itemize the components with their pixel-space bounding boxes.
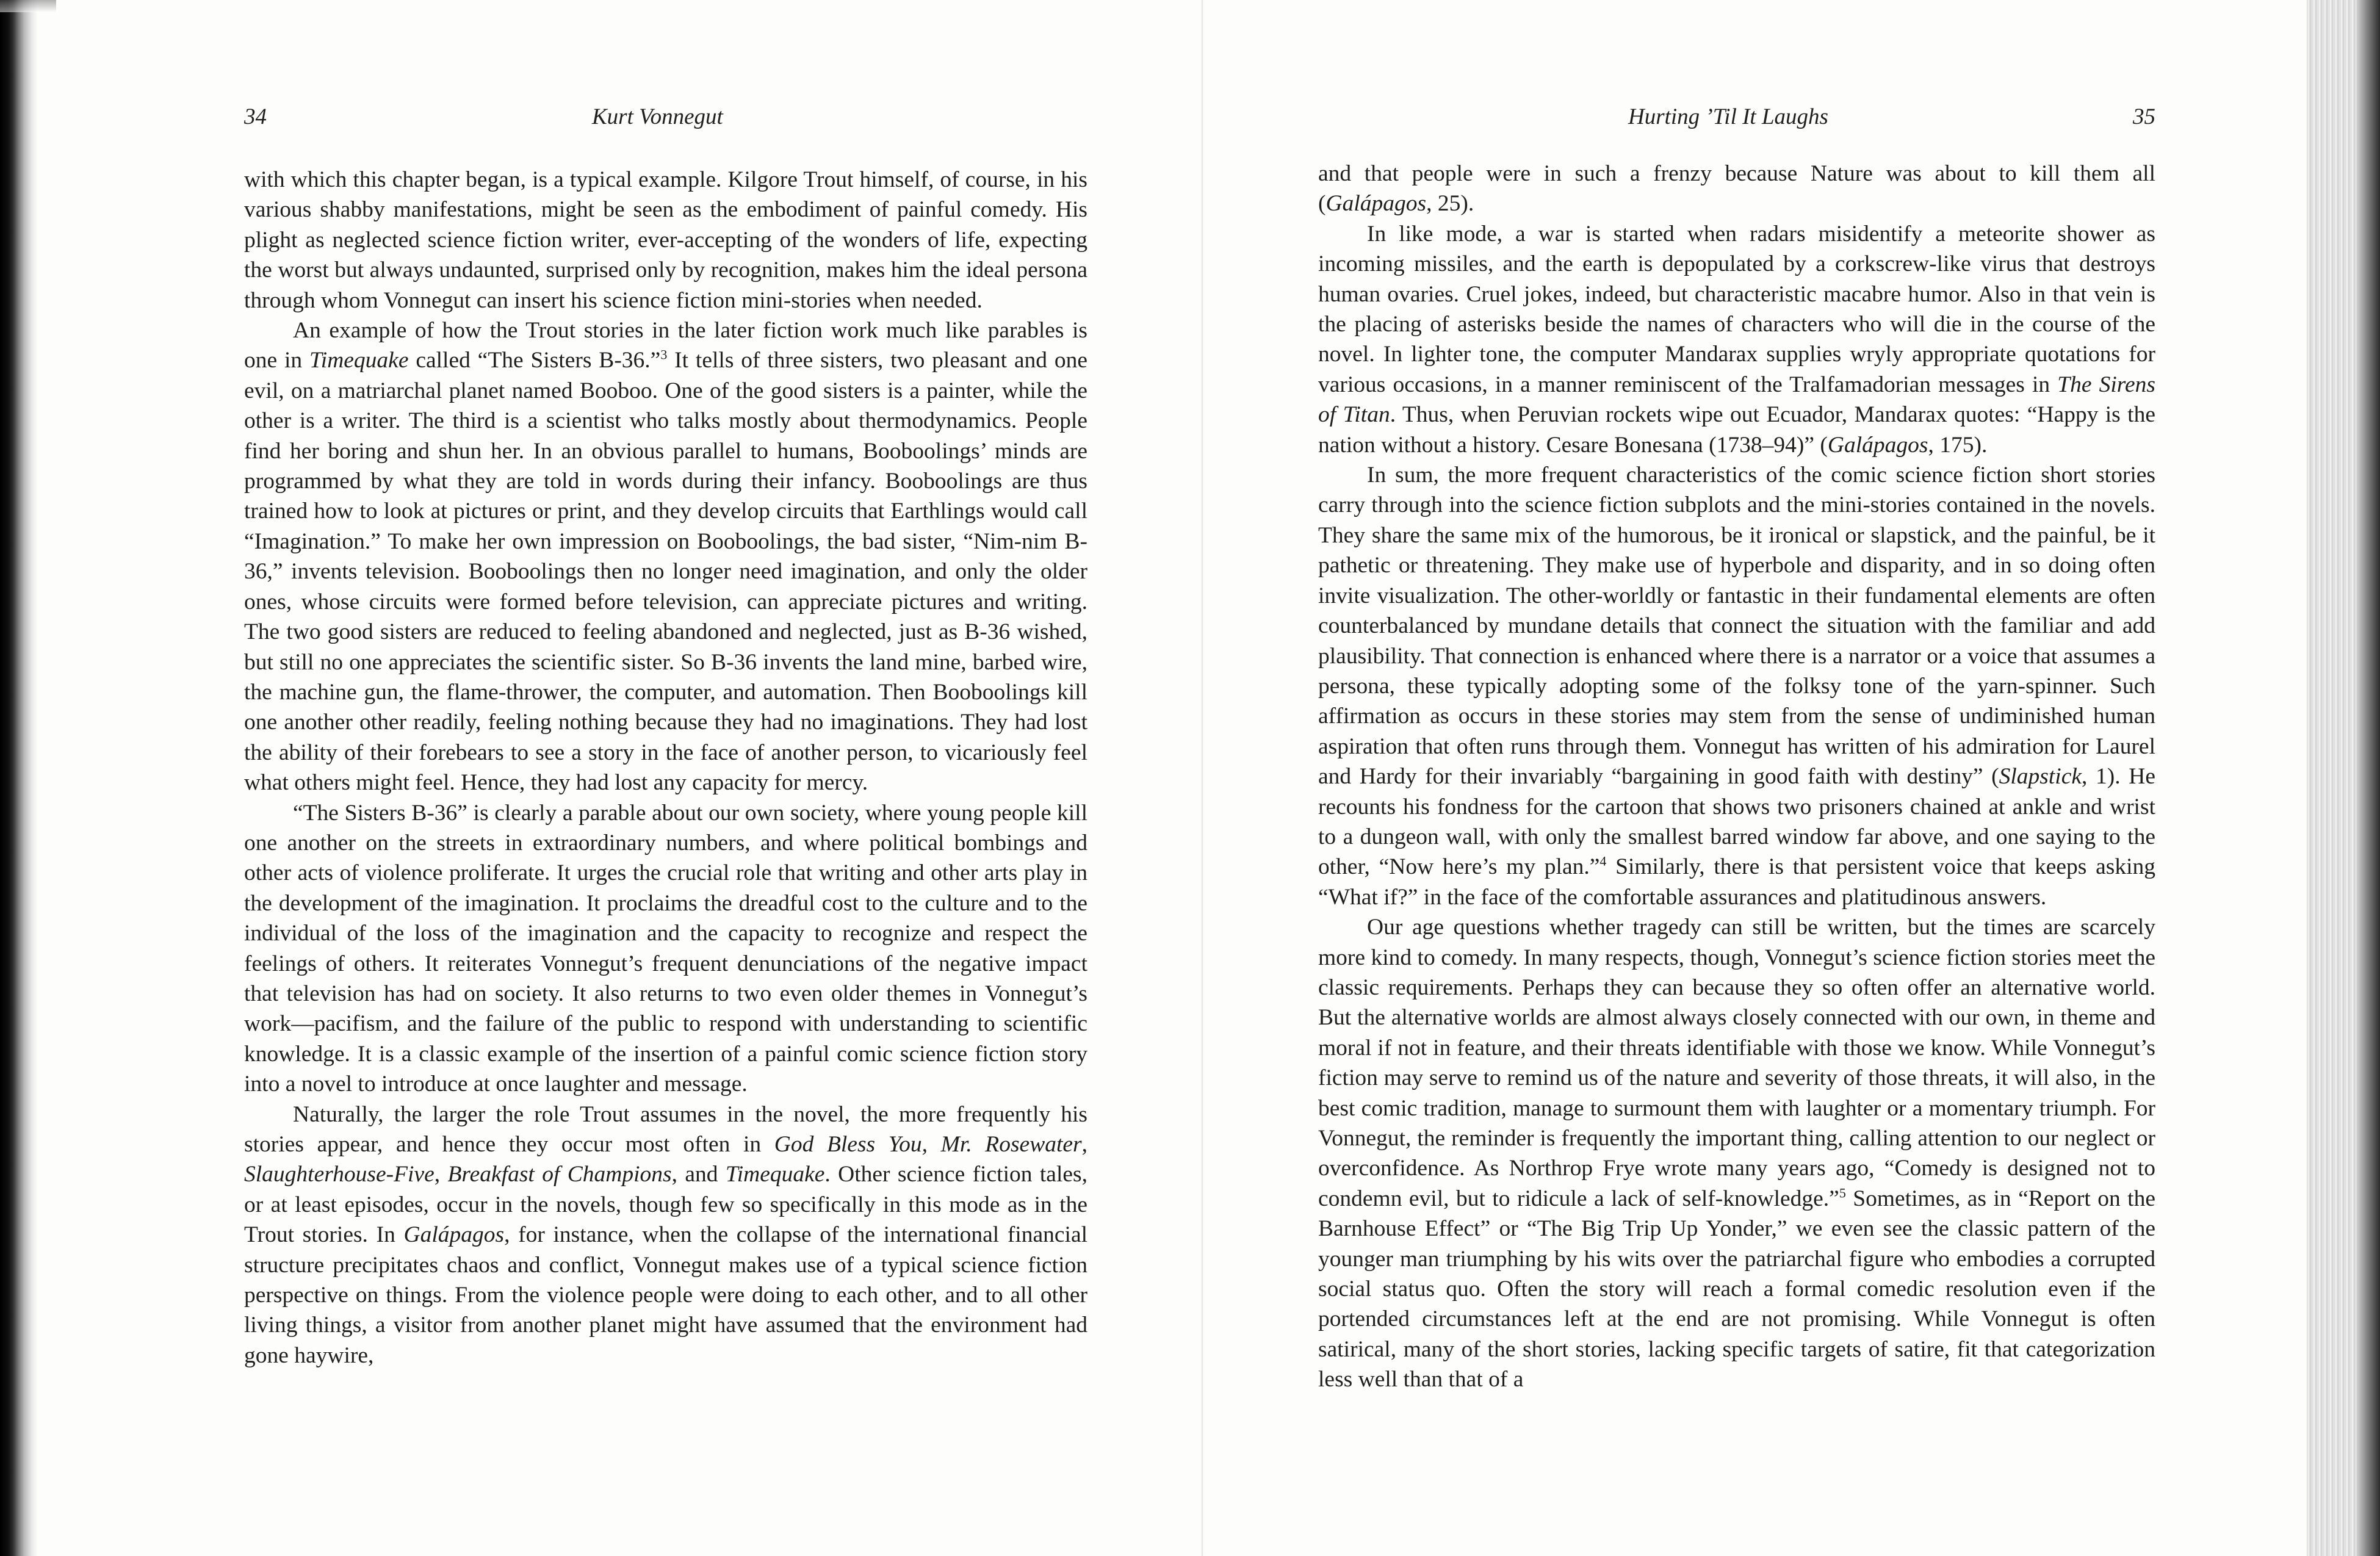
text-run: Similarly, there is that persistent voice that keeps asking “What if?” in the face of the comfortable assurances and platitudinous answers. — [1318, 854, 2155, 910]
paragraph — [1318, 912, 2155, 1395]
text-run: Sometimes, as in “Report on the Barnhouse Effect” or “The Big Trip Up Yonder,” we even see the classic pattern of the younger man triumphing by his wits over the patriarchal figure who embodies a corrupted social status quo. Often the story will reach a formal comedic resolution even if the portended circumstances left at the end are not promising. While Vonnegut is often satirical, many of the short stories, lacking specific targets of satire, fit that categorization less well than that of a — [1318, 1186, 2155, 1392]
text-run: , for instance, when the collapse of the international financial structure precipitates chaos and conflict, Vonnegut makes use of a typical science fiction perspective on things. From the violence people were doing to each other, and to all other living things, a visitor from another planet might have assumed that the environment had gone haywire, — [244, 1222, 1088, 1368]
page-stack-edge-shadow — [2357, 0, 2380, 1556]
italic-title: Galápagos — [1827, 432, 1928, 458]
italic-title: The Sirens of Titan — [1318, 372, 2155, 428]
right-page-body — [1318, 159, 2155, 1395]
right-running-title: Hurting ’Til It Laughs — [1628, 104, 1828, 129]
paragraph — [1318, 460, 2155, 912]
italic-title: God Bless You, Mr. Rosewater — [774, 1132, 1082, 1157]
footnote-marker: 5 — [1839, 1185, 1846, 1201]
text-run: In sum, the more frequent characteristics of the comic science fiction short stories carry through into the science fiction subplots and the mini-stories contained in the novels. They share the same mix of the humorous, be it ironical or slapstick, and the painful, be it pathetic or threatening. They make use of hyperbole and disparity, and in so doing often invite visualization. The other-worldly or fantastic in their fundamental elements are often counterbalanced by mundane details that connect the situation with the familiar and add plausibility. That connection is enhanced where there is a narrator or a voice that assumes a persona, these typically adopting some of the folksy tone of the yarn-spinner. Such affirmation as occurs in these stories may stem from the sense of undiminished human aspiration that often runs through them. Vonnegut has written of his admiration for Laurel and Hardy for their invariably “bargaining in good faith with destiny” ( — [1318, 463, 2155, 790]
italic-title: Galápagos — [1325, 191, 1427, 217]
page-corner-shadow — [0, 0, 56, 12]
italic-title: Slaughterhouse-Five — [244, 1162, 435, 1187]
left-running-head — [244, 104, 1087, 134]
text-run: with which this chapter began, is a typical example. Kilgore Trout himself, of course, in his various shabby manifestations, might be seen as the embodiment of painful comedy. His plight as neglected science fiction writer, ever-accepting of the wonders of life, expecting the worst but always undaunted, surprised only by recognition, makes him the ideal persona through whom Vonnegut can insert his science fiction mini-stories when needed. — [244, 167, 1087, 313]
text-run: Naturally, the larger the role Trout assumes in the novel, the more frequently his stories appear, and hence they occur most often in — [244, 1101, 1087, 1157]
paragraph — [1318, 219, 2155, 460]
left-page-body — [244, 165, 1087, 1371]
text-run: An example of how the Trout stories in the later fiction work much like parables is one in — [244, 318, 1087, 373]
binding-shadow-left — [0, 0, 38, 1556]
italic-title: Timequake — [725, 1162, 825, 1187]
footnote-marker: 3 — [660, 347, 668, 362]
right-running-head — [1318, 104, 2155, 134]
text-run: It tells of three sisters, two pleasant and one evil, on a matriarchal planet named Booboo. One of the good sisters is a painter, while the other is a writer. The third is a scientist who talks mostly about thermodynamics. People find her boring and shun her. In an obvious parallel to humans, Booboolings’ minds are programmed by what they are told in words during their infancy. Booboolings are thus trained how to look at pictures or print, and they develop circuits that Earthlings would call “Imagination.” To make her own impression on Booboolings, the bad sister, “Nim-nim B-36,” invents television. Booboolings then no longer need imagination, and only the older ones, whose circuits were formed before television, can appreciate pictures and writing. The two good sisters are reduced to feeling abandoned and neglected, just as B-36 wished, but still no one appreciates the scientific sister. So B-36 invents the land mine, barbed wire, the machine gun, the flame-thrower, the computer, and automation. Then Booboolings kill one another other readily, feeling nothing because they had no imaginations. They had lost the ability of their forebears to see a story in the face of another person, to vicariously feel what others might feel. Hence, they had lost any capacity for mercy. — [244, 348, 1087, 796]
italic-title: Timequake — [309, 348, 409, 373]
italic-title: Slapstick — [1999, 764, 2082, 790]
text-run: Our age questions whether tragedy can still be written, but the times are scarcely more kind to comedy. In many respects, though, Vonnegut’s science fiction stories meet the classic requirements. Perhaps they can because they so often offer an alternative world. But the alternative worlds are almost always closely connected with our own, in theme and moral if not in feature, and their threats identifiable with those we know. While Vonnegut’s fiction may serve to remind us of the nature and severity of those threats, it will also, in the best comic tradition, manage to surmount them with laughter or a momentary triumph. For Vonnegut, the reminder is frequently the important thing, calling attention to our neglect or overconfidence. As Northrop Frye wrote many years ago, “Comedy is designed not to condemn evil, but to ridicule a lack of self-knowledge.” — [1318, 915, 2155, 1211]
italic-title: Breakfast of Champions — [447, 1162, 672, 1187]
footnote-marker: 4 — [1599, 853, 1607, 869]
page-gutter — [1201, 0, 1203, 1556]
paragraph — [244, 798, 1087, 1100]
left-page-number: 34 — [244, 104, 267, 129]
paragraph — [244, 315, 1087, 798]
text-run: , and — [671, 1162, 726, 1187]
text-run: , 1). He recounts his fondness for the cartoon that shows two prisoners chained at ankle and wrist to a dungeon wall, with only the smallest barred window far above, and one saying to the other, “Now here’s my plan.” — [1318, 764, 2155, 880]
text-run: called “The Sisters B-36.” — [408, 348, 661, 373]
text-run: and that people were in such a frenzy because Nature was about to kill them all ( — [1318, 161, 2155, 217]
paragraph — [244, 165, 1087, 315]
text-run: “The Sisters B-36” is clearly a parable about our own society, where young people kill one another on the streets in extraordinary numbers, and where political bombings and other acts of violence proliferate. It urges the crucial role that writing and other arts play in the development of the imagination. It proclaims the dreadful cost to the culture and to the individual of the loss of the imagination and the capacity to recognize and respect the feelings of others. It reiterates Vonnegut’s frequent denunciations of the negative impact that television has had on society. It also returns to two even older themes in Vonnegut’s work—pacifism, and the failure of the public to respond with understanding to scientific knowledge. It is a classic example of the insertion of a painful comic science fiction story into a novel to introduce at once laughter and message. — [244, 800, 1087, 1097]
text-run: . Thus, when Peruvian rockets wipe out Ecuador, Mandarax quotes: “Happy is the nation without a history. Cesare Bonesana (1738–94)” ( — [1318, 402, 2156, 458]
text-run: In like mode, a war is started when radars misidentify a meteorite shower as incoming missiles, and the earth is depopulated by a corkscrew-like virus that destroys human ovaries. Cruel jokes, indeed, but characteristic macabre humor. Also in that vein is the placing of asterisks beside the names of characters who will die in the course of the novel. In lighter tone, the computer Mandarax supplies wryly appropriate quotations for various occasions, in a manner reminiscent of the Tralfamadorian messages in — [1318, 221, 2155, 397]
text-run: . Other science fiction tales, or at least episodes, occur in the novels, though few so specifically in this mode as in the Trout stories. In — [244, 1162, 1087, 1248]
left-running-title: Kurt Vonnegut — [592, 104, 723, 129]
paragraph — [244, 1100, 1087, 1371]
text-run: , 25). — [1426, 191, 1474, 217]
italic-title: Galápagos — [403, 1222, 505, 1248]
text-run: , 175). — [1928, 432, 1988, 458]
text-run: , — [1081, 1132, 1087, 1157]
text-run: , — [434, 1162, 448, 1187]
right-page-number: 35 — [2133, 104, 2155, 129]
paragraph — [1318, 159, 2155, 219]
